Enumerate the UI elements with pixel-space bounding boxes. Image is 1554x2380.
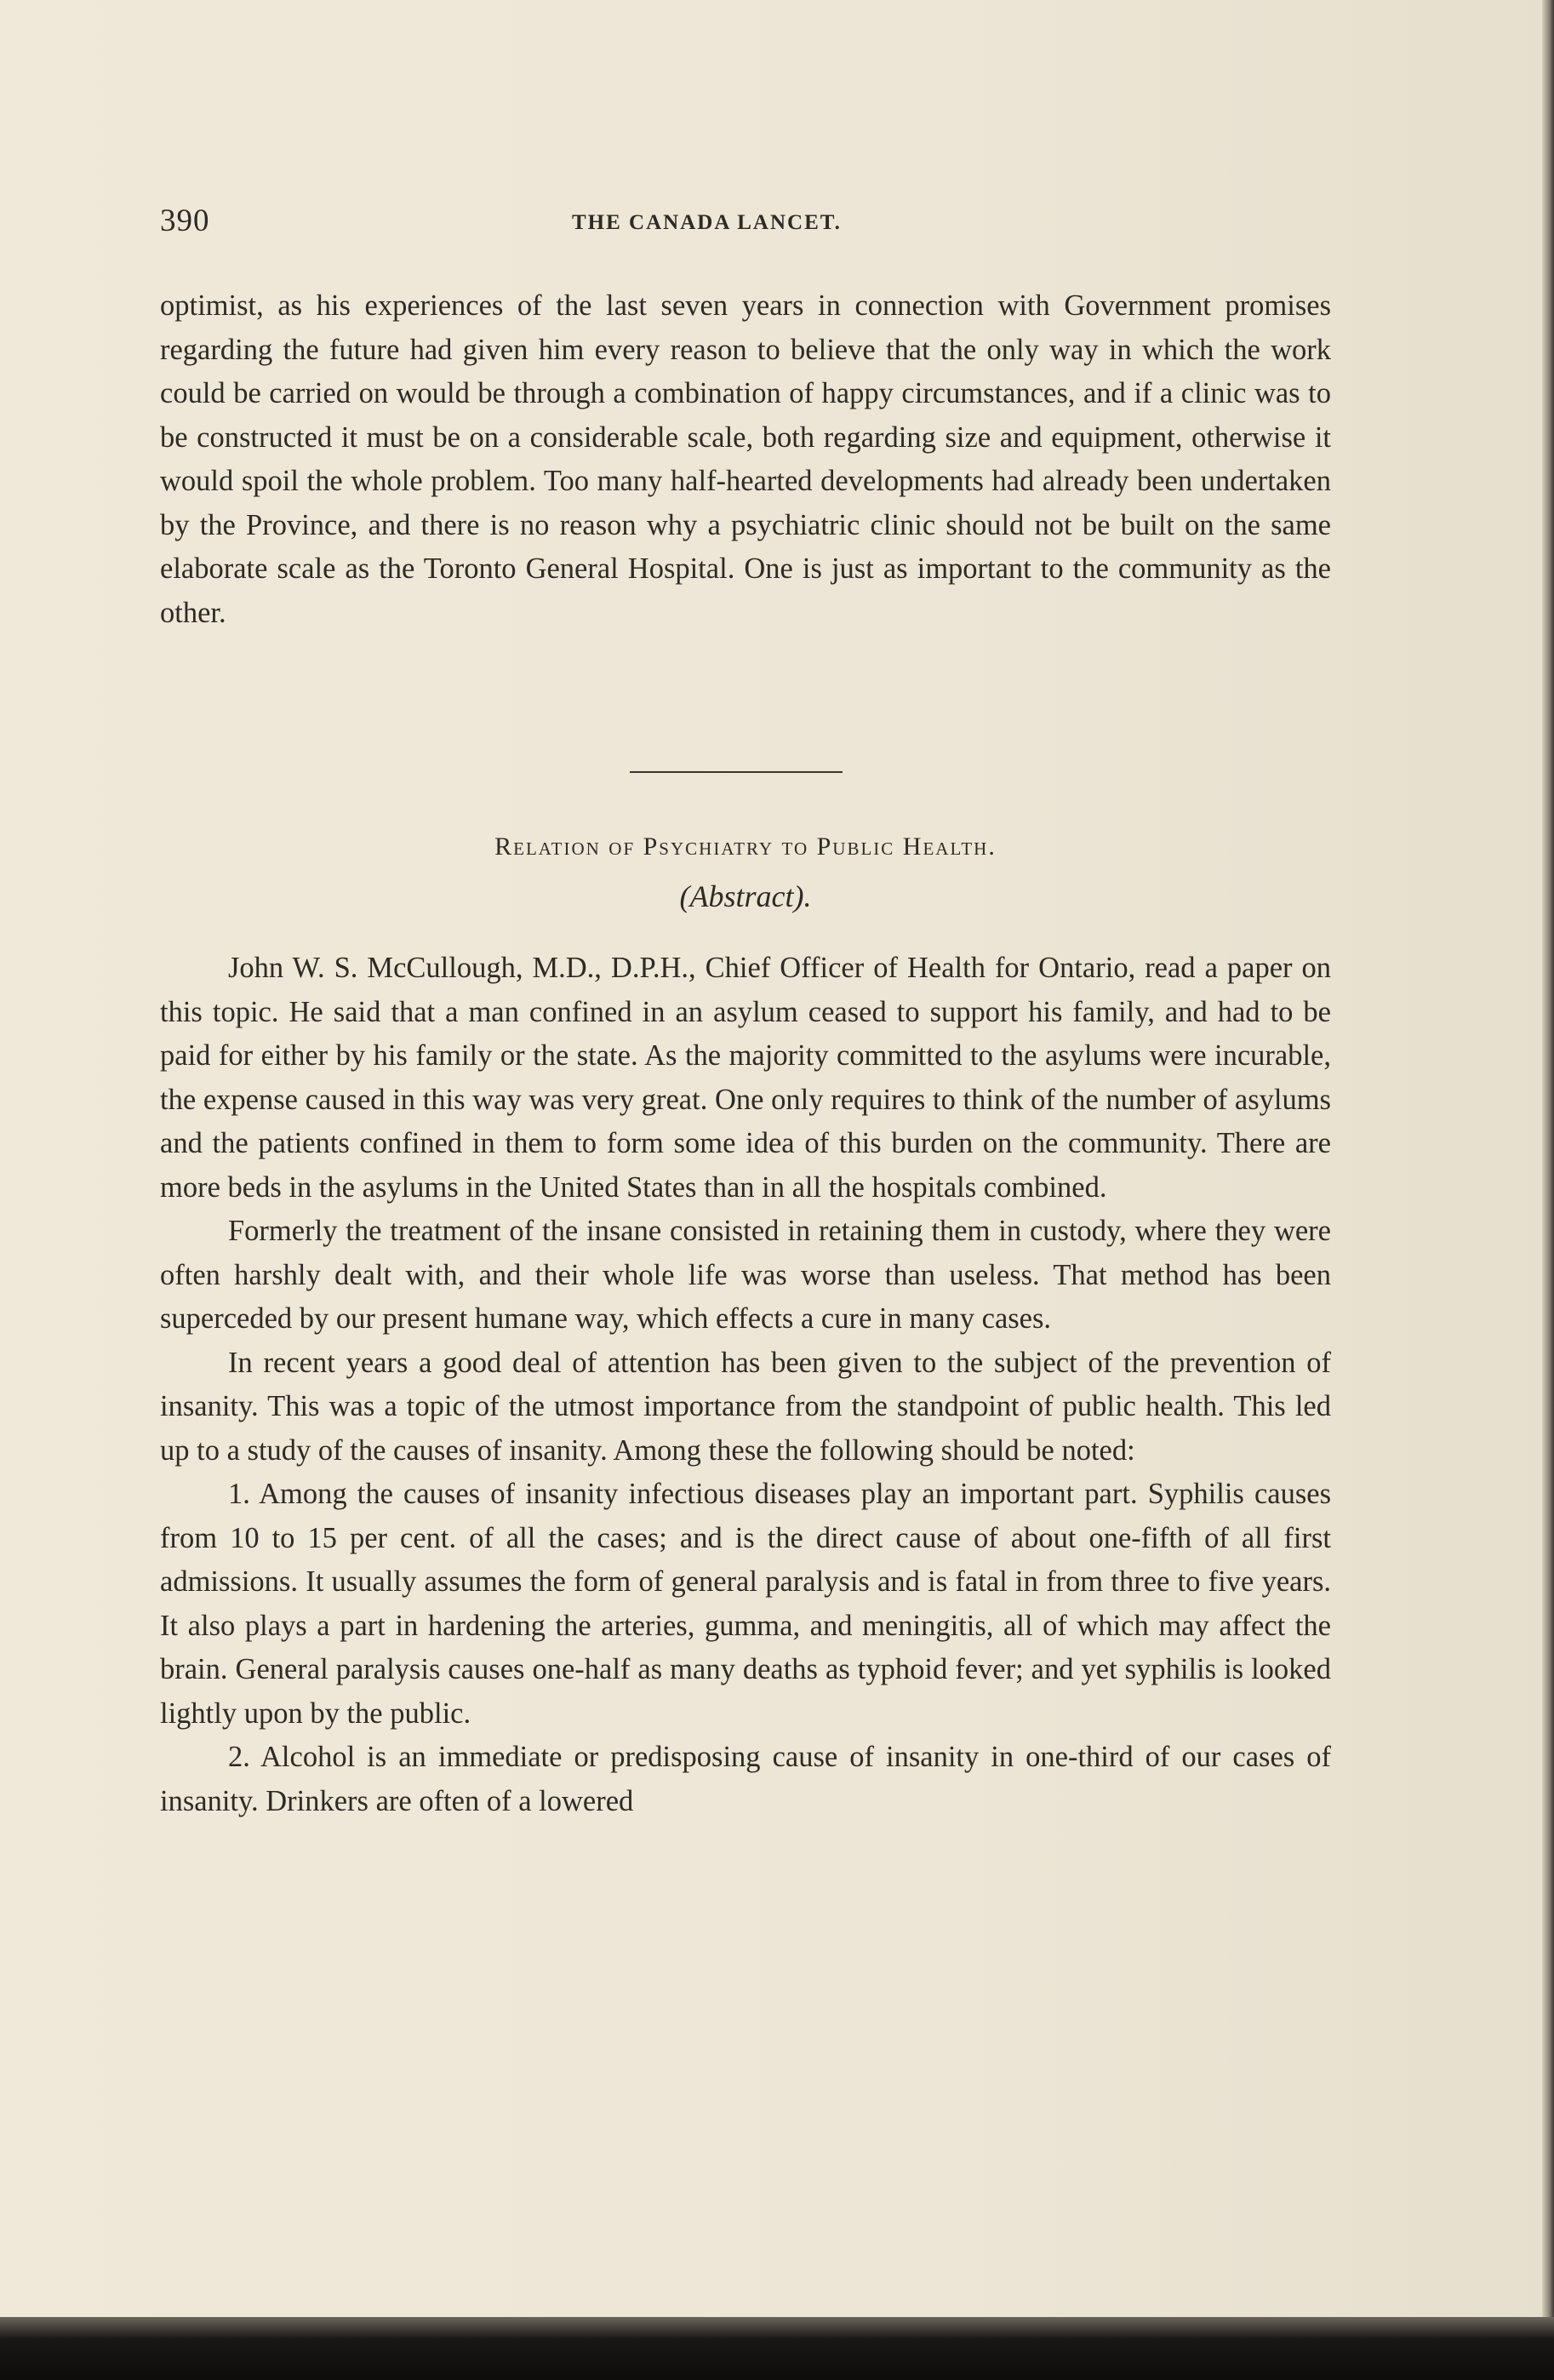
section-divider [630,771,843,773]
body-paragraph: Formerly the treatment of the insane consisted in retaining them in custody, where they were often harshly dealt with, and their whole life was worse than useless. That method has been superceded by our present humane way, which effects a cure in many cases. [160,1215,1331,1335]
page-header [160,203,1331,245]
body-paragraph: 2. Alcohol is an immediate or predisposing cause of insanity in one-third of our cases of insanity. Drinkers are often of a lowered [160,1741,1331,1817]
body-paragraph: In recent years a good deal of attention has been given to the subject of the prevention of insanity. This was a topic of the utmost importance from the standpoint of public health. This led up to a study of the causes of insanity. Among these the following should be noted: [160,1346,1331,1467]
page-bottom-shadow [0,2317,1554,2380]
continuation-paragraph: optimist, as his experiences of the last seven years in connection with Government promises regarding the future had given him every reason to believe that the only way in which the work could be carried on would be through a combination of happy circumstances, and if a clinic was to be constructed it must be on a considerable scale, both regarding size and equipment, otherwise it would spoil the whole problem. Too many half-hearted developments had already been undertaken by the Province, and there is no reason why a psychiatric clinic should not be built on the same elaborate scale as the Toronto General Hospital. One is just as important to the community as the other. [160,289,1331,629]
section-subtitle: (Abstract). [679,879,812,913]
section-body [160,947,1331,1823]
running-head: THE CANADA LANCET. [572,211,842,234]
page-number: 390 [160,203,210,238]
page-edge-shadow [1542,0,1554,2380]
section-title: Relation of Psychiatry to Public Health. [494,832,997,861]
body-paragraph: John W. S. McCullough, M.D., D.P.H., Chief Officer of Health for Ontario, read a paper on this topic. He said that a man confined in an asylum ceased to support his family, and had to be paid for either by his family or the state. As the majority committed to the asylums were incurable, the expense caused in this way was very great. One only requires to think of the number of asylums and the patients confined in them to form some idea of this burden on the community. There are more beds in the asylums in the United States than in all the hospitals combined. [160,952,1331,1204]
body-paragraph: 1. Among the causes of insanity infectious diseases play an important part. Syphilis causes from 10 to 15 per cent. of all the cases; and is the direct cause of about one-fifth of all first admissions. It usually assumes the form of general paralysis and is fatal in from three to five years. It also plays a part in hardening the arteries, gumma, and meningitis, all of which may affect the brain. General paralysis causes one-half as many deaths as typhoid fever; and yet syphilis is looked lightly upon by the public. [160,1478,1331,1730]
